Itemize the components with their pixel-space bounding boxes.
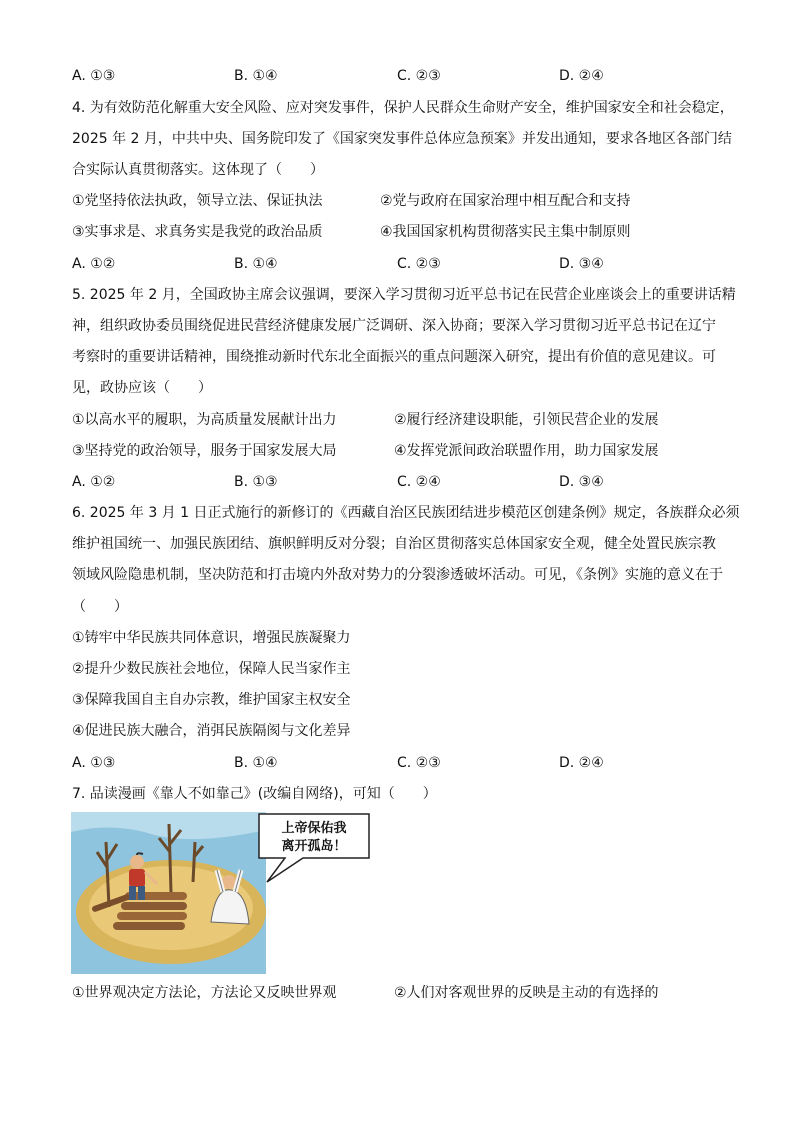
q5-stem-line-3: 考察时的重要讲话精神，围绕推动新时代东北全面振兴的重点问题深入研究，提出有价值的意见建议。可	[72, 349, 716, 365]
q6-stem-line-2: 维护祖国统一、加强民族团结、旗帜鲜明反对分裂；自治区贯彻落实总体国家安全观，健全处置民族宗教	[72, 536, 716, 552]
q4-item-2: ②党与政府在国家治理中相互配合和支持	[380, 193, 631, 209]
q4-stem-line-2: 2025 年 2 月，中共中央、国务院印发了《国家突发事件总体应急预案》并发出通知，要求各地区各部门结	[72, 131, 732, 147]
q6-item-4: ④促进民族大融合，消弭民族隔阂与文化差异	[72, 723, 351, 739]
q6-item-2: ②提升少数民族社会地位，保障人民当家作主	[72, 661, 351, 677]
q6-item-3: ③保障我国自主自办宗教，维护国家主权安全	[72, 692, 351, 708]
q5-option-a: A. ①②	[72, 474, 116, 490]
comic-speech-bubble	[259, 814, 369, 882]
q6-stem-line-1: 6. 2025 年 3 月 1 日正式施行的新修订的《西藏自治区民族团结进步模范区创建条例》规定，各族群众必须	[72, 505, 740, 521]
q5-stem-line-4: 见，政协应该（ ）	[72, 380, 212, 396]
q5-item-4: ④发挥党派间政治联盟作用，助力国家发展	[394, 443, 659, 459]
q6-option-c: C. ②③	[397, 755, 441, 771]
q4-option-c: C. ②③	[397, 256, 441, 272]
q5-stem-line-2: 神，组织政协委员围绕促进民营经济健康发展广泛调研、深入协商；要深入学习贯彻习近平总书记在辽宁	[72, 318, 716, 334]
q5-option-c: C. ②④	[397, 474, 441, 490]
q4-item-4: ④我国国家机构贯彻落实民主集中制原则	[380, 224, 631, 240]
comic-bubble-line-1: 上帝保佑我	[281, 821, 347, 836]
q7-item-1: ①世界观决定方法论，方法论又反映世界观	[72, 985, 337, 1001]
q4-option-a: A. ①②	[72, 256, 116, 272]
comic-bubble-line-2: 离开孤岛！	[281, 839, 347, 854]
q4-option-d: D. ③④	[559, 256, 604, 272]
q6-stem-line-4: （ ）	[72, 599, 128, 615]
q3-option-d: D. ②④	[559, 68, 604, 84]
q6-option-d: D. ②④	[559, 755, 604, 771]
q3-option-b: B. ①④	[234, 68, 278, 84]
q6-option-a: A. ①③	[72, 755, 116, 771]
q6-stem-line-3: 领域风险隐患机制，坚决防范和打击境内外敌对势力的分裂渗透破坏活动。可见，《条例》实施的意义在于	[72, 567, 723, 583]
q5-item-2: ②履行经济建设职能，引领民营企业的发展	[394, 412, 659, 428]
q5-option-b: B. ①③	[234, 474, 278, 490]
q6-option-b: B. ①④	[234, 755, 278, 771]
q7-item-2: ②人们对客观世界的反映是主动的有选择的	[394, 985, 659, 1001]
q4-item-3: ③实事求是、求真务实是我党的政治品质	[72, 224, 323, 240]
q4-stem-line-1: 4. 为有效防范化解重大安全风险、应对突发事件，保护人民群众生命财产安全，维护国家安全和社会稳定，	[72, 100, 734, 116]
q4-item-1: ①党坚持依法执政，领导立法、保证执法	[72, 193, 323, 209]
q3-option-c: C. ②③	[397, 68, 441, 84]
q4-option-b: B. ①④	[234, 256, 278, 272]
q5-stem-line-1: 5. 2025 年 2 月，全国政协主席会议强调，要深入学习贯彻习近平总书记在民营企业座谈会上的重要讲话精	[72, 287, 736, 303]
q7-stem: 7. 品读漫画《靠人不如靠己》(改编自网络)，可知（ ）	[72, 786, 437, 802]
q5-item-1: ①以高水平的履职，为高质量发展献计出力	[72, 412, 337, 428]
q4-stem-line-3: 合实际认真贯彻落实。这体现了（ ）	[72, 162, 324, 178]
q5-option-d: D. ③④	[559, 474, 604, 490]
q5-item-3: ③坚持党的政治领导，服务于国家发展大局	[72, 443, 337, 459]
comic-illustration	[71, 812, 371, 974]
q6-item-1: ①铸牢中华民族共同体意识，增强民族凝聚力	[72, 630, 351, 646]
q3-option-a: A. ①③	[72, 68, 116, 84]
